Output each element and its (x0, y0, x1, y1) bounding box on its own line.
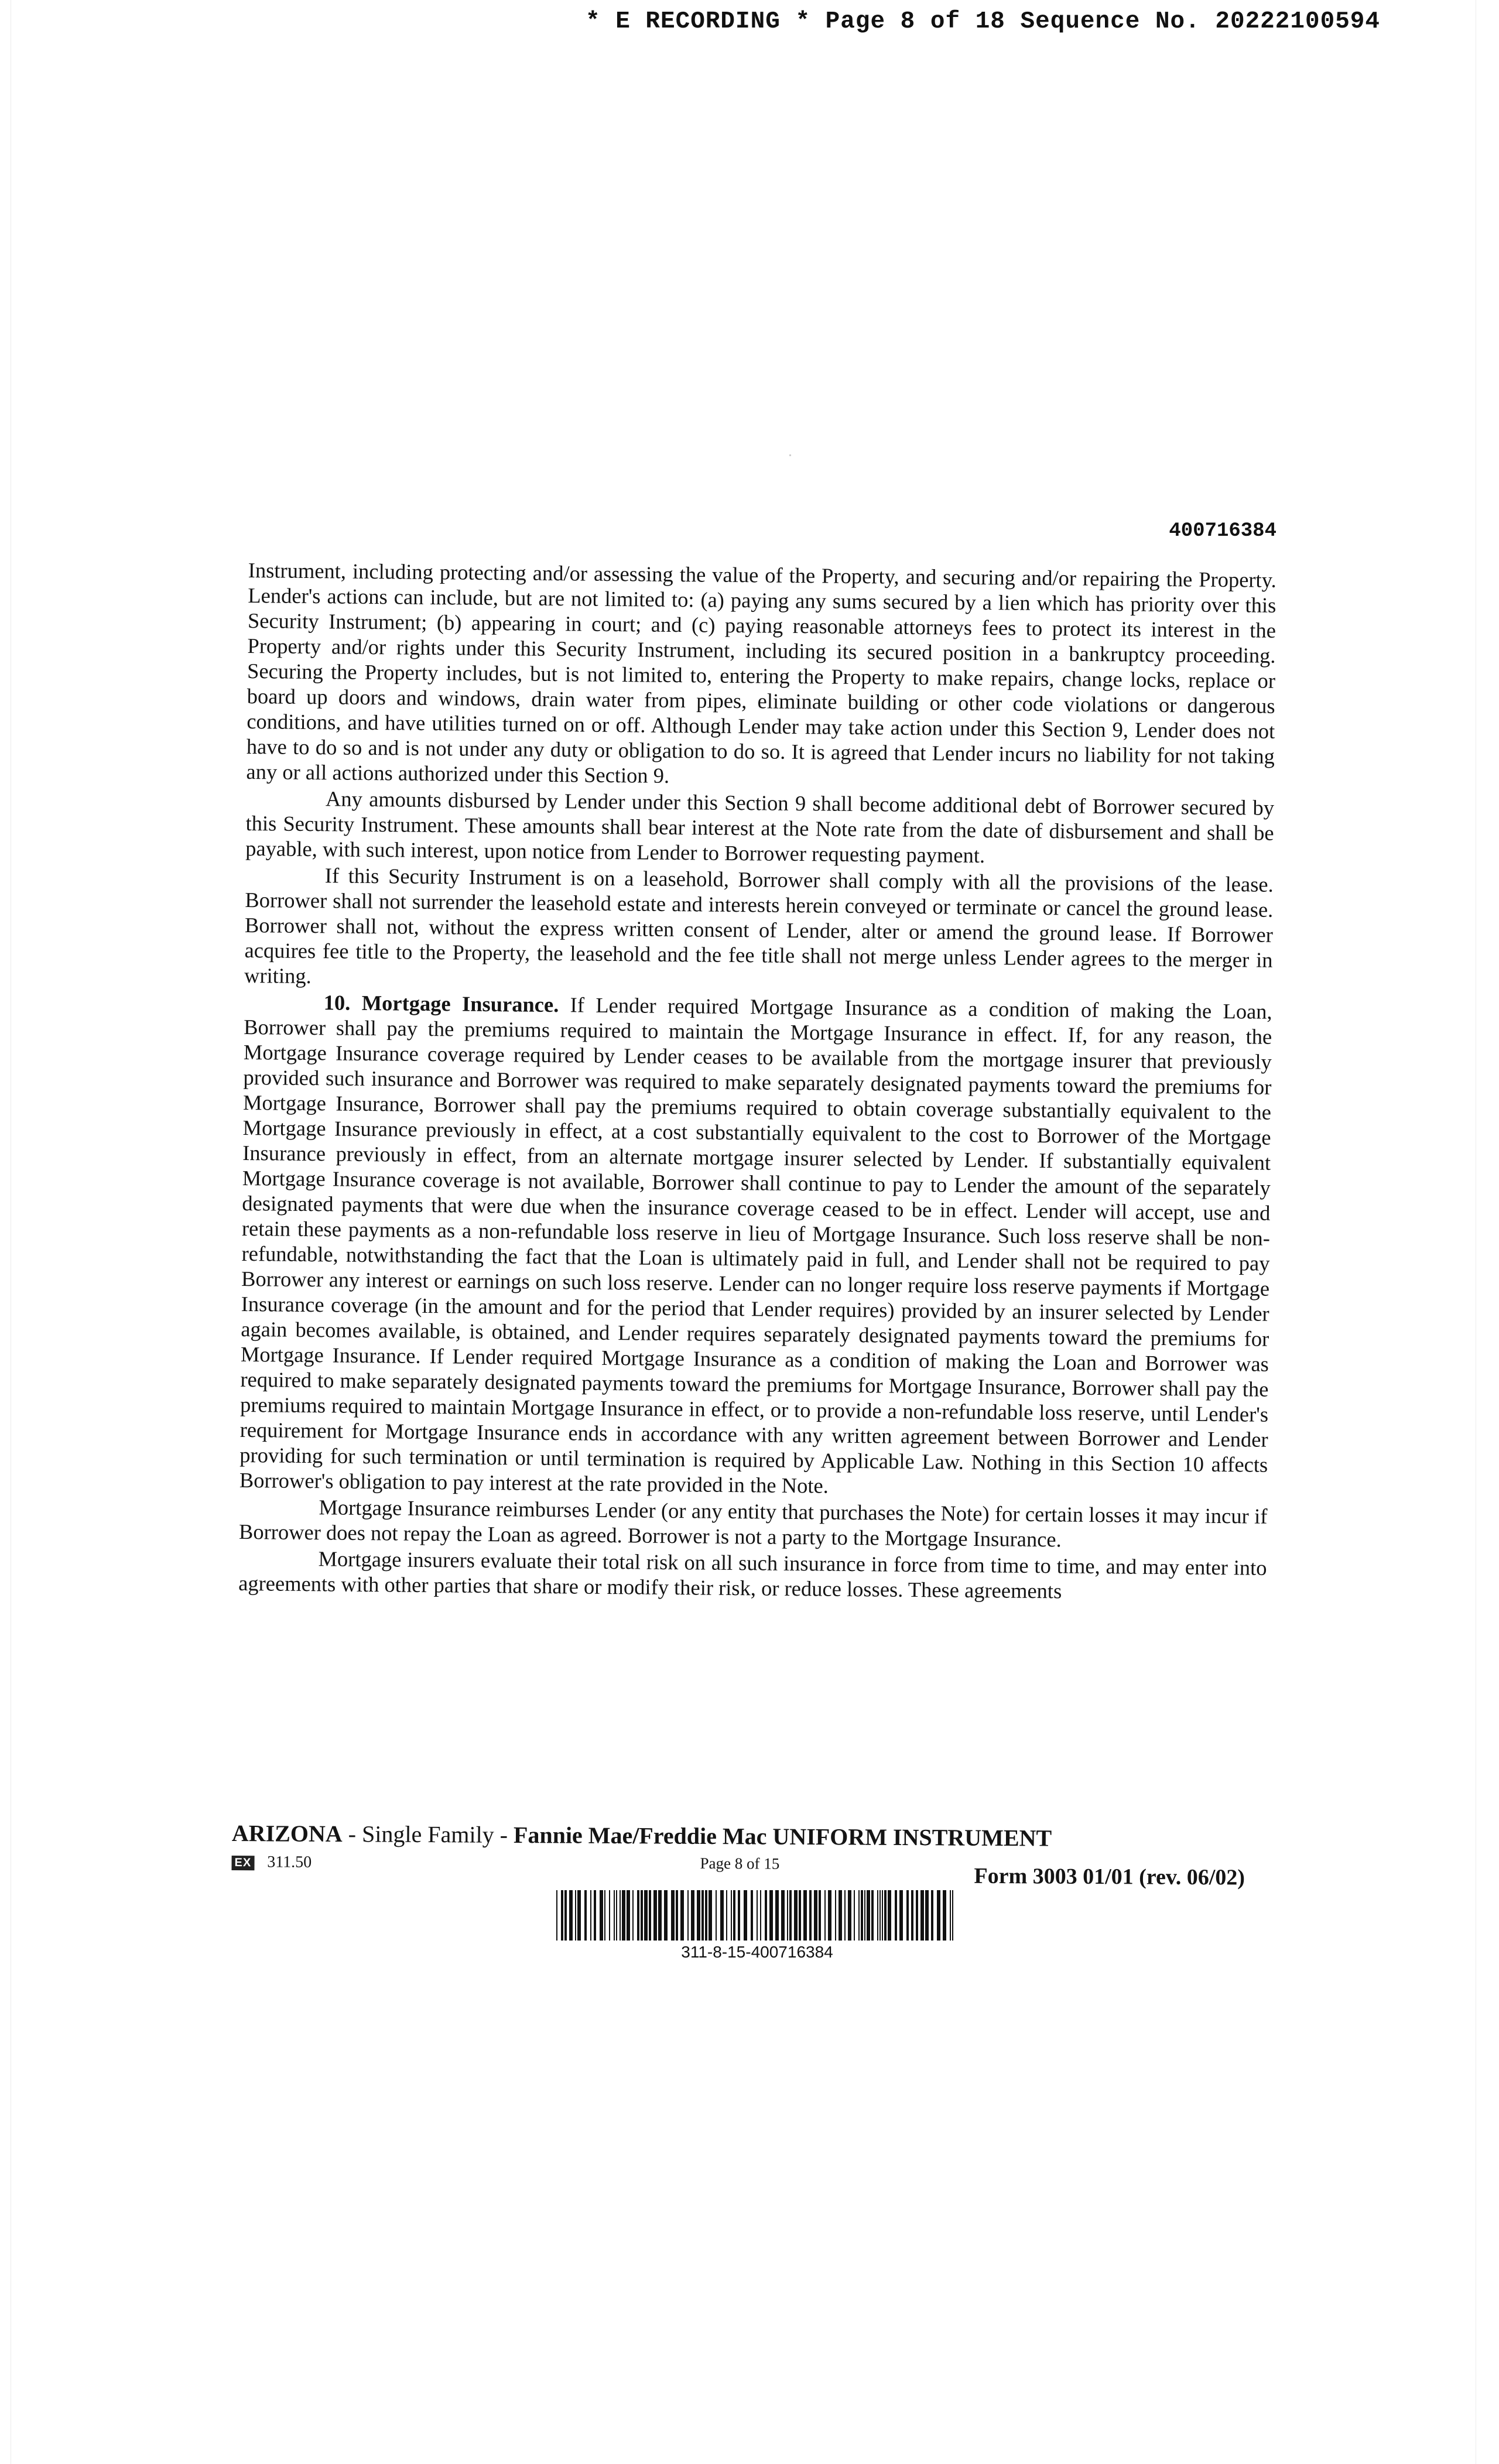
barcode-bar (787, 1890, 788, 1941)
barcode-bar (564, 1890, 567, 1941)
barcode-bar (609, 1890, 610, 1941)
barcode-bar (600, 1890, 603, 1941)
barcode-bar (716, 1890, 717, 1941)
barcode-bar (687, 1890, 689, 1941)
barcode-bar (879, 1890, 881, 1941)
barcode-bar (884, 1890, 887, 1941)
barcode-bar (620, 1890, 621, 1941)
barcode-bar (622, 1890, 625, 1941)
barcode-bar (627, 1890, 630, 1941)
barcode-bar (641, 1890, 643, 1941)
barcode-bar (701, 1890, 704, 1941)
barcode-bar (882, 1890, 883, 1941)
barcode-bar (950, 1890, 951, 1941)
barcode-bar (726, 1890, 727, 1941)
barcode-bar (584, 1890, 587, 1941)
barcode-bar (867, 1890, 870, 1941)
barcode-bar (757, 1890, 758, 1941)
paragraph-mi-insurers: Mortgage insurers evaluate their total risk on all such insurance in force from time to time, and may enter into agreements with other parties that share or modify their risk, or reduce losses. These agreements (238, 1546, 1267, 1603)
barcode-bar (614, 1890, 615, 1941)
section-10-paragraph (239, 989, 1272, 1503)
barcode-bar (616, 1890, 617, 1941)
barcode-bar (760, 1890, 761, 1941)
barcode-bar (664, 1890, 668, 1941)
barcode-bar (888, 1890, 891, 1941)
barcode-bar (604, 1890, 605, 1941)
section-10-heading: 10. Mortgage Insurance. (323, 990, 559, 1017)
barcode-bar (906, 1890, 909, 1941)
barcode-text: 311-8-15-400716384 (681, 1943, 833, 1961)
barcode-bar (556, 1890, 557, 1941)
document-body (238, 557, 1276, 1607)
barcode-bar (803, 1890, 807, 1941)
barcode-bar (877, 1890, 878, 1941)
barcode-bar (828, 1890, 831, 1941)
barcode-bar (594, 1890, 596, 1941)
barcode-bar (705, 1890, 707, 1941)
barcode-bar (769, 1890, 773, 1941)
footer-instrument: Fannie Mae/Freddie Mac UNIFORM INSTRUMENT (513, 1821, 1052, 1852)
footer-details (231, 1847, 1285, 1890)
barcode-bar (765, 1890, 767, 1941)
paragraph-disbursed-amounts: Any amounts disbursed by Lender under this Section 9 shall become additional debt of Borrower secured by this Security Instrument. These amounts shall bear interest at the Note rate from the date of disbursement and shall be payable, with such interest, upon notice from Lender to Borrower requesting payment. (245, 786, 1275, 868)
barcode-bar (916, 1890, 918, 1941)
barcode-bar (671, 1890, 675, 1941)
barcode-bar (835, 1890, 836, 1941)
barcode-bar (844, 1890, 846, 1941)
form-code-text: 311.50 (267, 1853, 312, 1871)
paragraph-continued: Instrument, including protecting and/or assessing the value of the Property, and securing and/or repairing the Property. Lender's actions can include, but are not limited to: (a) paying any sums secured by a lien which has priority over this Security Instrument; (b) appearing in court; and (c) paying reasonable attorneys fees to protect its interest in the Property and/or rights under this Security Instrument, including its secured position in a bankruptcy proceeding. Securing the Property includes, but is not limited to, entering the Property to make repairs, change locks, replace or board up doors and windows, drain water from pipes, eliminate building or other code violations or dangerous conditions, and have utilities turned on or off. Although Lender may take action under this Section 9, Lender does not have to do so and is not under any duty or obligation to do so. It is agreed that Lender incurs no liability for not taking any or all actions authorized under this Section 9. (246, 557, 1276, 788)
barcode-bar (943, 1890, 946, 1941)
barcode-bar (590, 1890, 591, 1941)
barcode-bar (952, 1890, 953, 1941)
barcode-bar (911, 1890, 913, 1941)
footer-property-type: - Single Family - (342, 1820, 514, 1848)
footer-page-number: Page 8 of 15 (700, 1854, 780, 1873)
barcode-bar (649, 1890, 651, 1941)
barcode-bar (561, 1890, 563, 1941)
paragraph-mi-reimburses: Mortgage Insurance reimburses Lender (or any entity that purchases the Note) for certain losses it may incur if Borrower does not repay the Loan as agreed. Borrower is not a party to the Mortgage Insurance. (238, 1495, 1268, 1552)
barcode-bar (789, 1890, 792, 1941)
barcode-bar (824, 1890, 826, 1941)
barcode-bar (931, 1890, 933, 1941)
barcode-bar (925, 1890, 929, 1941)
barcode-bar (839, 1890, 842, 1941)
barcode-bar (680, 1890, 684, 1941)
barcode-bar (569, 1890, 573, 1941)
barcode-bar (575, 1890, 576, 1941)
barcode-bar (697, 1890, 700, 1941)
barcode (555, 1890, 959, 1941)
ex-logo: EX (231, 1856, 254, 1870)
barcode-bar (720, 1890, 724, 1941)
barcode-bar (920, 1890, 924, 1941)
scan-speck (789, 454, 791, 456)
barcode-bar (854, 1890, 855, 1941)
barcode-bar (861, 1890, 863, 1941)
barcode-bar (738, 1890, 740, 1941)
barcode-bar (799, 1890, 801, 1941)
barcode-bar (644, 1890, 648, 1941)
footer-form-code (231, 1853, 312, 1872)
barcode-bar (658, 1890, 662, 1941)
barcode-bar (809, 1890, 812, 1941)
barcode-bar (731, 1890, 732, 1941)
barcode-bar (899, 1890, 903, 1941)
barcode-bar (632, 1890, 634, 1941)
barcode-bar (691, 1890, 694, 1941)
paragraph-leasehold: If this Security Instrument is on a leasehold, Borrower shall comply with all the provisions of the lease. Borrower shall not surrender the leasehold estate and interests herein conveyed or terminate or cancel the ground lease. Borrower shall not, without the express written consent of Lender, alter or amend the ground lease. If Borrower acquires fee title to the Property, the leasehold and the fee title shall not merge unless Lender agrees to the merger in writing. (244, 863, 1274, 988)
barcode-bar (895, 1890, 897, 1941)
barcode-bar (744, 1890, 747, 1941)
barcode-bar (751, 1890, 753, 1941)
footer-state: ARIZONA (231, 1820, 343, 1847)
recording-header: * E RECORDING * Page 8 of 18 Sequence No. 20222100594 (586, 8, 1381, 35)
barcode-bar (676, 1890, 678, 1941)
barcode-bar (781, 1890, 785, 1941)
barcode-bar (937, 1890, 940, 1941)
barcode-bar (848, 1890, 851, 1941)
barcode-bar (794, 1890, 798, 1941)
barcode-bar (637, 1890, 639, 1941)
barcode-bar (653, 1890, 657, 1941)
barcode-bar (775, 1890, 779, 1941)
barcode-bar (733, 1890, 735, 1941)
barcode-bar (858, 1890, 860, 1941)
footer-form-number: Form 3003 01/01 (rev. 06/02) (974, 1863, 1245, 1890)
loan-number: 400716384 (1169, 520, 1276, 542)
barcode-bar (871, 1890, 874, 1941)
barcode-bar (577, 1890, 581, 1941)
barcode-bar (864, 1890, 865, 1941)
barcode-bar (819, 1890, 821, 1941)
section-10-text: If Lender required Mortgage Insurance as a condition of making the Loan, Borrower shall pay the premiums required to maintain the Mortgage Insurance in effect. If, for any reason, the Mortgage Insurance coverage required by Lender ceases to be available from the mortgage insurer that previously provided such insurance and Borrower was required to make separately designated payments toward the premiums for Mortgage Insurance, Borrower shall pay the premiums required to obtain coverage substantially equivalent to the Mortgage Insurance previously in effect, at a cost substantially equivalent to the cost to Borrower of the Mortgage Insurance previously in effect, from an alternate mortgage insurer selected by Lender. If substantially equivalent Mortgage Insurance coverage is not available, Borrower shall continue to pay to Lender the amount of the separately designated payments that were due when the insurance coverage ceased to be in effect. Lender will accept, use and retain these payments as a non-refundable loss reserve in lieu of Mortgage Insurance. Such loss reserve shall be non-refundable, notwithstanding the fact that the Loan is ultimately paid in full, and Lender shall not be required to pay Borrower any interest or earnings on such loss reserve. Lender can no longer require loss reserve payments if Mortgage Insurance coverage (in the amount and for the period that Lender requires) provided by an insurer selected by Lender again becomes available, is obtained, and Lender requires separately designated payments toward the premiums for Mortgage Insurance. If Lender required Mortgage Insurance as a condition of making the Loan and Borrower was required to make separately designated payments toward the premiums for Mortgage Insurance, Borrower shall pay the premiums required to maintain Mortgage Insurance in effect, or to provide a non-refundable loss reserve, until Lender's requirement for Mortgage Insurance ends in accordance with any written agreement between Borrower and Lender providing for such termination or until termination is required by Applicable Law. Nothing in this Section 10 affects Borrower's obligation to pay interest at the rate provided in the Note. (239, 993, 1272, 1498)
barcode-bar (814, 1890, 817, 1941)
barcode-bar (709, 1890, 712, 1941)
form-footer (231, 1820, 1286, 1890)
